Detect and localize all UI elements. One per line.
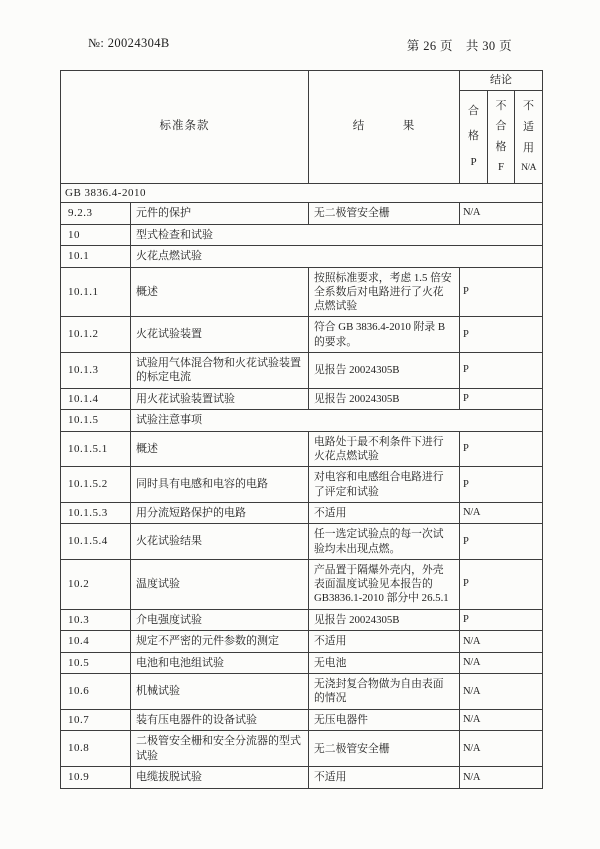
table-row: [61, 352, 543, 388]
verdict-cell: N/A: [460, 674, 543, 710]
item-cell: 二极管安全栅和安全分流器的型式试验: [131, 731, 309, 767]
verdict-cell: P: [460, 609, 543, 631]
table-row: [61, 502, 543, 524]
result-cell: 按照标准要求，考虑 1.5 倍安全系数后对电路进行了火花点燃试验: [309, 267, 460, 317]
item-cell: 介电强度试验: [131, 609, 309, 631]
document-header: [88, 36, 512, 54]
verdict-cell: N/A: [460, 502, 543, 524]
result-cell: 见报告 20024305B: [309, 609, 460, 631]
result-cell: 任一选定试验点的每一次试验均未出现点燃。: [309, 524, 460, 560]
verdict-cell: N/A: [460, 731, 543, 767]
result-cell: 无压电器件: [309, 709, 460, 731]
table-row: [61, 767, 543, 789]
verdict-cell: N/A: [460, 709, 543, 731]
verdict-cell: N/A: [460, 203, 543, 225]
table-row: [61, 388, 543, 410]
clause-cell: 10.2: [61, 559, 131, 609]
result-cell: 见报告 20024305B: [309, 388, 460, 410]
fail-label: 不 合 格 F: [495, 99, 507, 173]
clause-cell: 10.1: [61, 246, 131, 268]
table-row: [61, 246, 543, 268]
result-cell: 产品置于隔爆外壳内，外壳表面温度试验见本报告的GB3836.1-2010 部分中 26.5.1: [309, 559, 460, 609]
clause-cell: 10.9: [61, 767, 131, 789]
verdict-cell: N/A: [460, 652, 543, 674]
clause-cell: 10.1.5.3: [61, 502, 131, 524]
header-result: 结 果: [309, 71, 460, 184]
clause-cell: 10.4: [61, 631, 131, 653]
table-row: [61, 203, 543, 225]
clause-cell: 10.8: [61, 731, 131, 767]
item-cell: 概述: [131, 431, 309, 467]
result-cell: 不适用: [309, 767, 460, 789]
verdict-cell: P: [460, 352, 543, 388]
table-row: [61, 631, 543, 653]
table-row: [61, 467, 543, 503]
clause-cell: 10.1.5: [61, 410, 131, 432]
verdict-cell: P: [460, 317, 543, 353]
item-cell: 用分流短路保护的电路: [131, 502, 309, 524]
clause-cell: 10.7: [61, 709, 131, 731]
item-cell: 同时具有电感和电容的电路: [131, 467, 309, 503]
header-na-column: [515, 90, 543, 183]
clause-cell: 9.2.3: [61, 203, 131, 225]
clause-cell: 10.1.1: [61, 267, 131, 317]
header-fail-column: [488, 90, 515, 183]
clause-cell: 10.1.4: [61, 388, 131, 410]
header-pass-column: [460, 90, 488, 183]
verdict-cell: P: [460, 431, 543, 467]
test-results-table: [60, 70, 543, 789]
clause-cell: 10.3: [61, 609, 131, 631]
verdict-cell: P: [460, 559, 543, 609]
result-cell: 无电池: [309, 652, 460, 674]
table-row: [61, 431, 543, 467]
item-cell: 电池和电池组试验: [131, 652, 309, 674]
table-row: [61, 410, 543, 432]
verdict-cell: N/A: [460, 631, 543, 653]
table-row: [61, 267, 543, 317]
clause-cell: 10.1.5.4: [61, 524, 131, 560]
clause-cell: 10.1.5.1: [61, 431, 131, 467]
report-number: №: 20024304B: [88, 36, 170, 50]
header-standard-clause: 标准条款: [61, 71, 309, 184]
clause-cell: 10.1.5.2: [61, 467, 131, 503]
clause-cell: 10.5: [61, 652, 131, 674]
item-cell: 温度试验: [131, 559, 309, 609]
item-cell: 火花试验结果: [131, 524, 309, 560]
item-cell: 装有压电器件的设备试验: [131, 709, 309, 731]
result-cell: 对电容和电感组合电路进行了评定和试验: [309, 467, 460, 503]
table-header: [61, 71, 543, 184]
table-row: [61, 224, 543, 246]
pass-label: 合 格 P: [468, 104, 479, 168]
section-title-cell: 火花点燃试验: [131, 246, 543, 268]
not-applicable-label: 不 适 用 N/A: [521, 99, 536, 173]
verdict-cell: N/A: [460, 767, 543, 789]
verdict-cell: P: [460, 267, 543, 317]
item-cell: 试验用气体混合物和火花试验装置的标定电流: [131, 352, 309, 388]
result-cell: 见报告 20024305B: [309, 352, 460, 388]
verdict-cell: P: [460, 388, 543, 410]
page-indicator: 第 26 页 共 30 页: [406, 39, 512, 53]
table-row: [61, 674, 543, 710]
table-row: [61, 183, 543, 203]
table-row: [61, 559, 543, 609]
table-row: [61, 709, 543, 731]
verdict-cell: P: [460, 467, 543, 503]
item-cell: 概述: [131, 267, 309, 317]
section-title-cell: 型式检查和试验: [131, 224, 543, 246]
header-conclusion: 结论: [460, 71, 543, 91]
result-cell: 电路处于最不利条件下进行火花点燃试验: [309, 431, 460, 467]
clause-cell: 10.1.2: [61, 317, 131, 353]
result-cell: 不适用: [309, 502, 460, 524]
clause-cell: 10.1.3: [61, 352, 131, 388]
section-title-cell: 试验注意事项: [131, 410, 543, 432]
result-cell: 无浇封复合物做为自由表面的情况: [309, 674, 460, 710]
clause-cell: 10.6: [61, 674, 131, 710]
standard-title-cell: GB 3836.4-2010: [61, 183, 543, 203]
table-row: [61, 652, 543, 674]
clause-cell: 10: [61, 224, 131, 246]
item-cell: 规定不严密的元件参数的测定: [131, 631, 309, 653]
table-body: [61, 183, 543, 788]
table-row: [61, 317, 543, 353]
table-row: [61, 524, 543, 560]
verdict-cell: P: [460, 524, 543, 560]
item-cell: 机械试验: [131, 674, 309, 710]
table-row: [61, 609, 543, 631]
table-row: [61, 731, 543, 767]
item-cell: 火花试验装置: [131, 317, 309, 353]
item-cell: 电缆拔脱试验: [131, 767, 309, 789]
item-cell: 元件的保护: [131, 203, 309, 225]
result-cell: 无二极管安全栅: [309, 731, 460, 767]
item-cell: 用火花试验装置试验: [131, 388, 309, 410]
result-cell: 无二极管安全栅: [309, 203, 460, 225]
result-cell: 符合 GB 3836.4-2010 附录 B 的要求。: [309, 317, 460, 353]
result-cell: 不适用: [309, 631, 460, 653]
